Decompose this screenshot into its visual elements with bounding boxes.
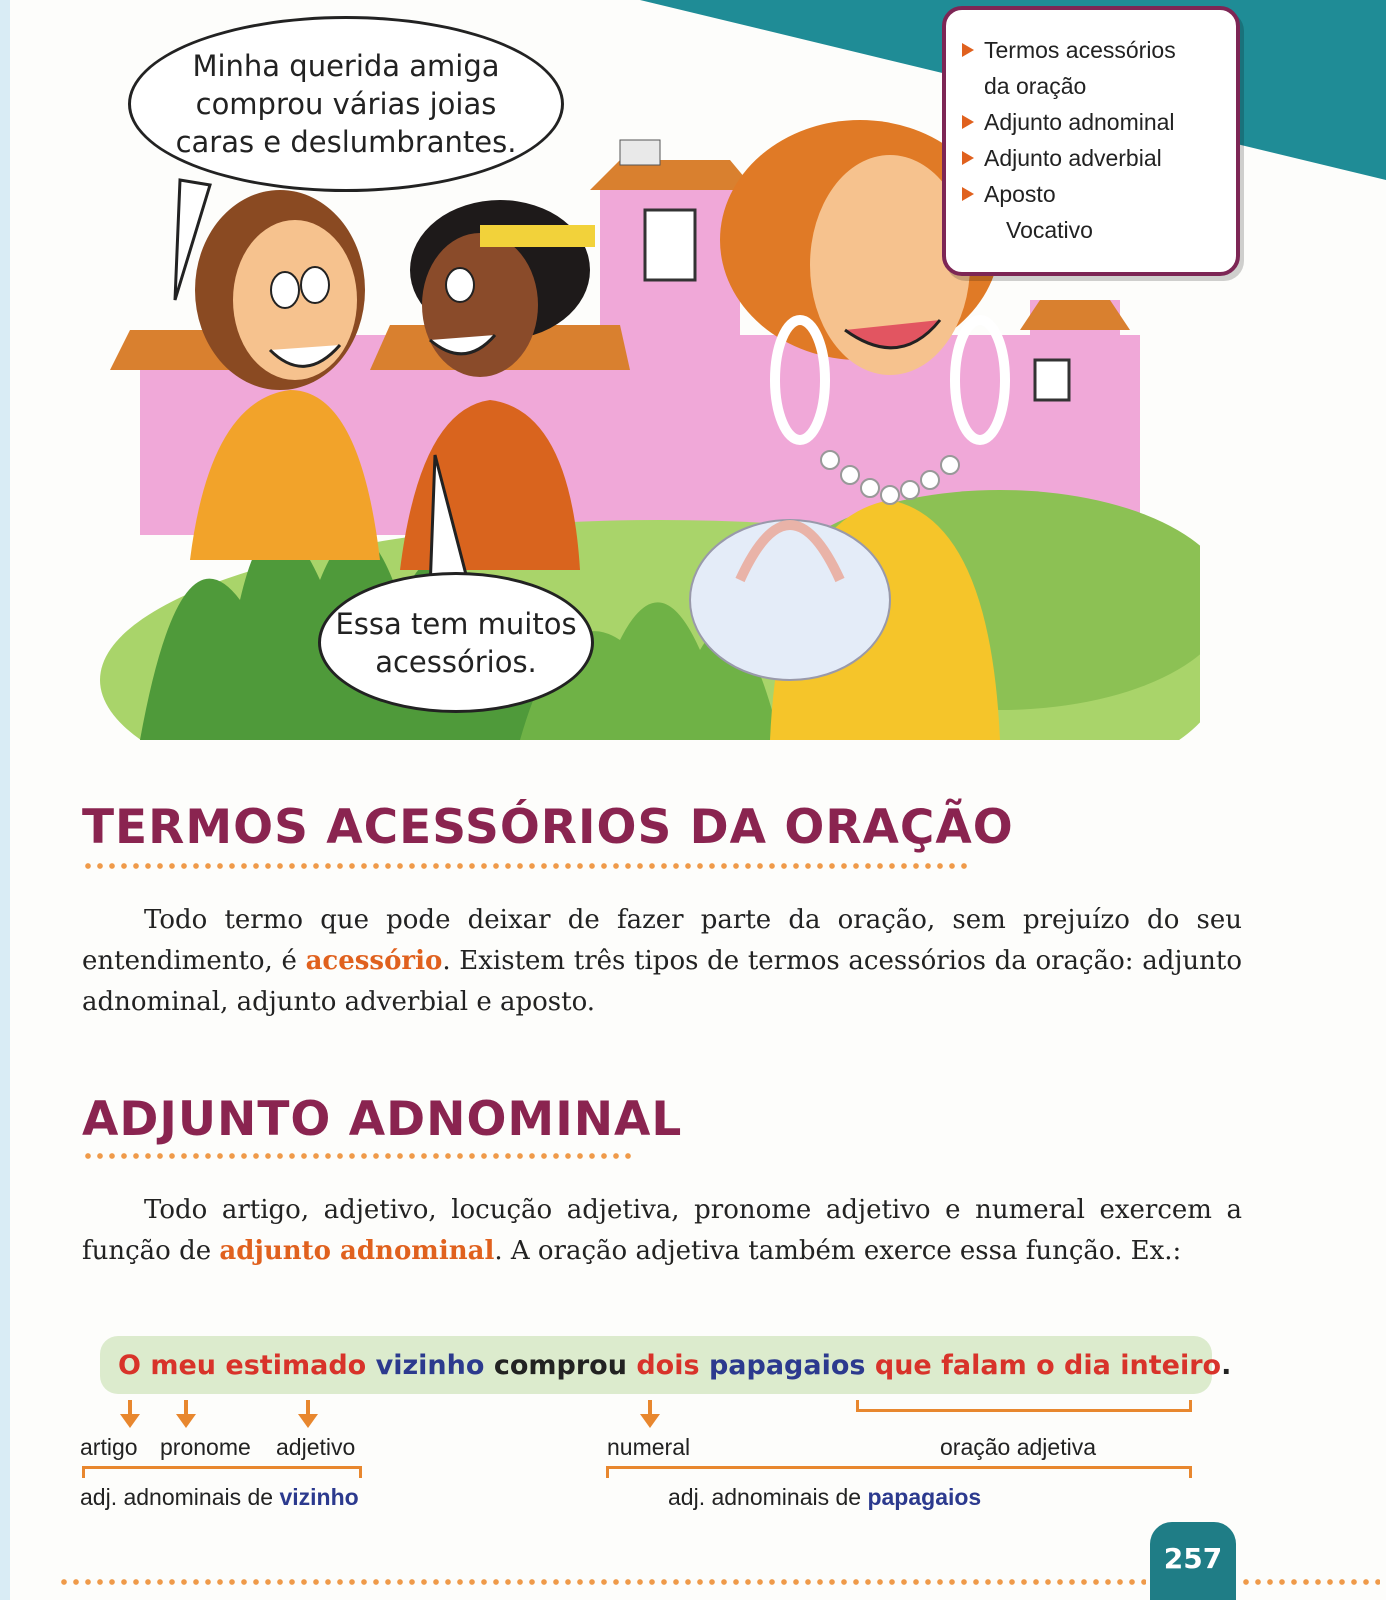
section-title-adjunto-adnominal: ADJUNTO ADNOMINAL (82, 1092, 683, 1147)
topic-bullet-icon (962, 151, 974, 165)
topic-item-label: Adjunto adverbial (984, 145, 1162, 171)
topic-item (962, 140, 1236, 176)
topic-item (962, 104, 1236, 140)
bracket-adj-papagaios (606, 1466, 1192, 1478)
example-word-dois: dois (636, 1349, 709, 1381)
para2-text-a: Todo artigo, adjetivo, locução adjetiva, pronome adjetivo e numeral exercem a função de (82, 1195, 1242, 1266)
adj1-word: vizinho (279, 1484, 359, 1510)
speech-bubble-2: Essa tem muitos acessórios. (318, 572, 594, 713)
example-word-vizinho: vizinho (375, 1349, 494, 1381)
adj1-prefix: adj. adnominais de (80, 1484, 280, 1510)
example-sentence-box (100, 1336, 1232, 1394)
label-numeral: numeral (607, 1434, 691, 1460)
section-title-termos-acessorios: TERMOS ACESSÓRIOS DA ORAÇÃO (82, 800, 1014, 855)
topics-list (962, 32, 1236, 248)
arrow-adjetivo (298, 1400, 318, 1428)
topic-bullet-icon (962, 187, 974, 201)
speech-bubble-1: Minha querida amiga comprou várias joias caras e deslumbrantes. (128, 16, 564, 192)
label-adj-adnominais-papagaios (668, 1484, 981, 1511)
adj2-word: papagaios (867, 1484, 982, 1510)
bracket-adj-vizinho (82, 1466, 362, 1478)
highlight-adjunto-adnominal: adjunto adnominal (219, 1236, 495, 1266)
topic-item-label: Vocativo (1006, 217, 1093, 243)
bracket-oracao-adjetiva (856, 1400, 1192, 1412)
label-adj-adnominais-vizinho (80, 1484, 359, 1511)
topic-item (962, 32, 1236, 68)
label-oracao-adjetiva: oração adjetiva (940, 1434, 1096, 1460)
topics-box (942, 6, 1240, 276)
label-adjetivo: adjetivo (276, 1434, 356, 1460)
arrow-pronome (176, 1400, 196, 1428)
arrow-numeral (640, 1400, 660, 1428)
topic-item (962, 176, 1236, 212)
topic-item (962, 212, 1236, 248)
highlight-acessorio: acessório (305, 946, 443, 976)
label-artigo: artigo (80, 1434, 138, 1460)
example-word-comprou: comprou (493, 1349, 637, 1381)
topic-bullet-icon (962, 43, 974, 57)
example-word-o-meu-estimado: O meu estimado (118, 1349, 376, 1381)
example-word-que-falam: que falam o dia inteiro (874, 1349, 1222, 1381)
paragraph-termos-acessorios (82, 900, 1242, 1023)
topic-item-label: Termos acessórios (984, 37, 1176, 63)
page-number-tab (1150, 1522, 1236, 1600)
para2-text-b: . A oração adjetiva também exerce essa função. Ex.: (494, 1236, 1182, 1266)
para1-text-a: Todo termo que pode deixar de fazer parte da oração, sem prejuízo do seu entendimento, é (82, 905, 1242, 976)
example-word-papagaios: papagaios (708, 1349, 875, 1381)
dotted-divider-2 (82, 1152, 632, 1160)
dotted-divider-1 (82, 862, 972, 870)
topic-item-label: Adjunto adnominal (984, 109, 1175, 135)
topic-item-label: Aposto (984, 181, 1056, 207)
para1-text-b: . Existem três tipos de termos acessórios da oração: adjunto adnominal, adjunto adverbial e aposto. (82, 946, 1242, 1017)
footer-dotted-line-right (1240, 1578, 1380, 1586)
example-period: . (1221, 1349, 1232, 1381)
paragraph-adjunto-adnominal (82, 1190, 1242, 1272)
topic-bullet-icon (962, 115, 974, 129)
topic-item-label: da oração (984, 73, 1087, 99)
footer-dotted-line-left (58, 1578, 1146, 1586)
page-number: 257 (1163, 1542, 1223, 1575)
adj2-prefix: adj. adnominais de (668, 1484, 868, 1510)
arrow-artigo (120, 1400, 140, 1428)
label-pronome: pronome (160, 1434, 251, 1460)
page-edge-strip (0, 0, 10, 1600)
topic-item (962, 68, 1236, 104)
